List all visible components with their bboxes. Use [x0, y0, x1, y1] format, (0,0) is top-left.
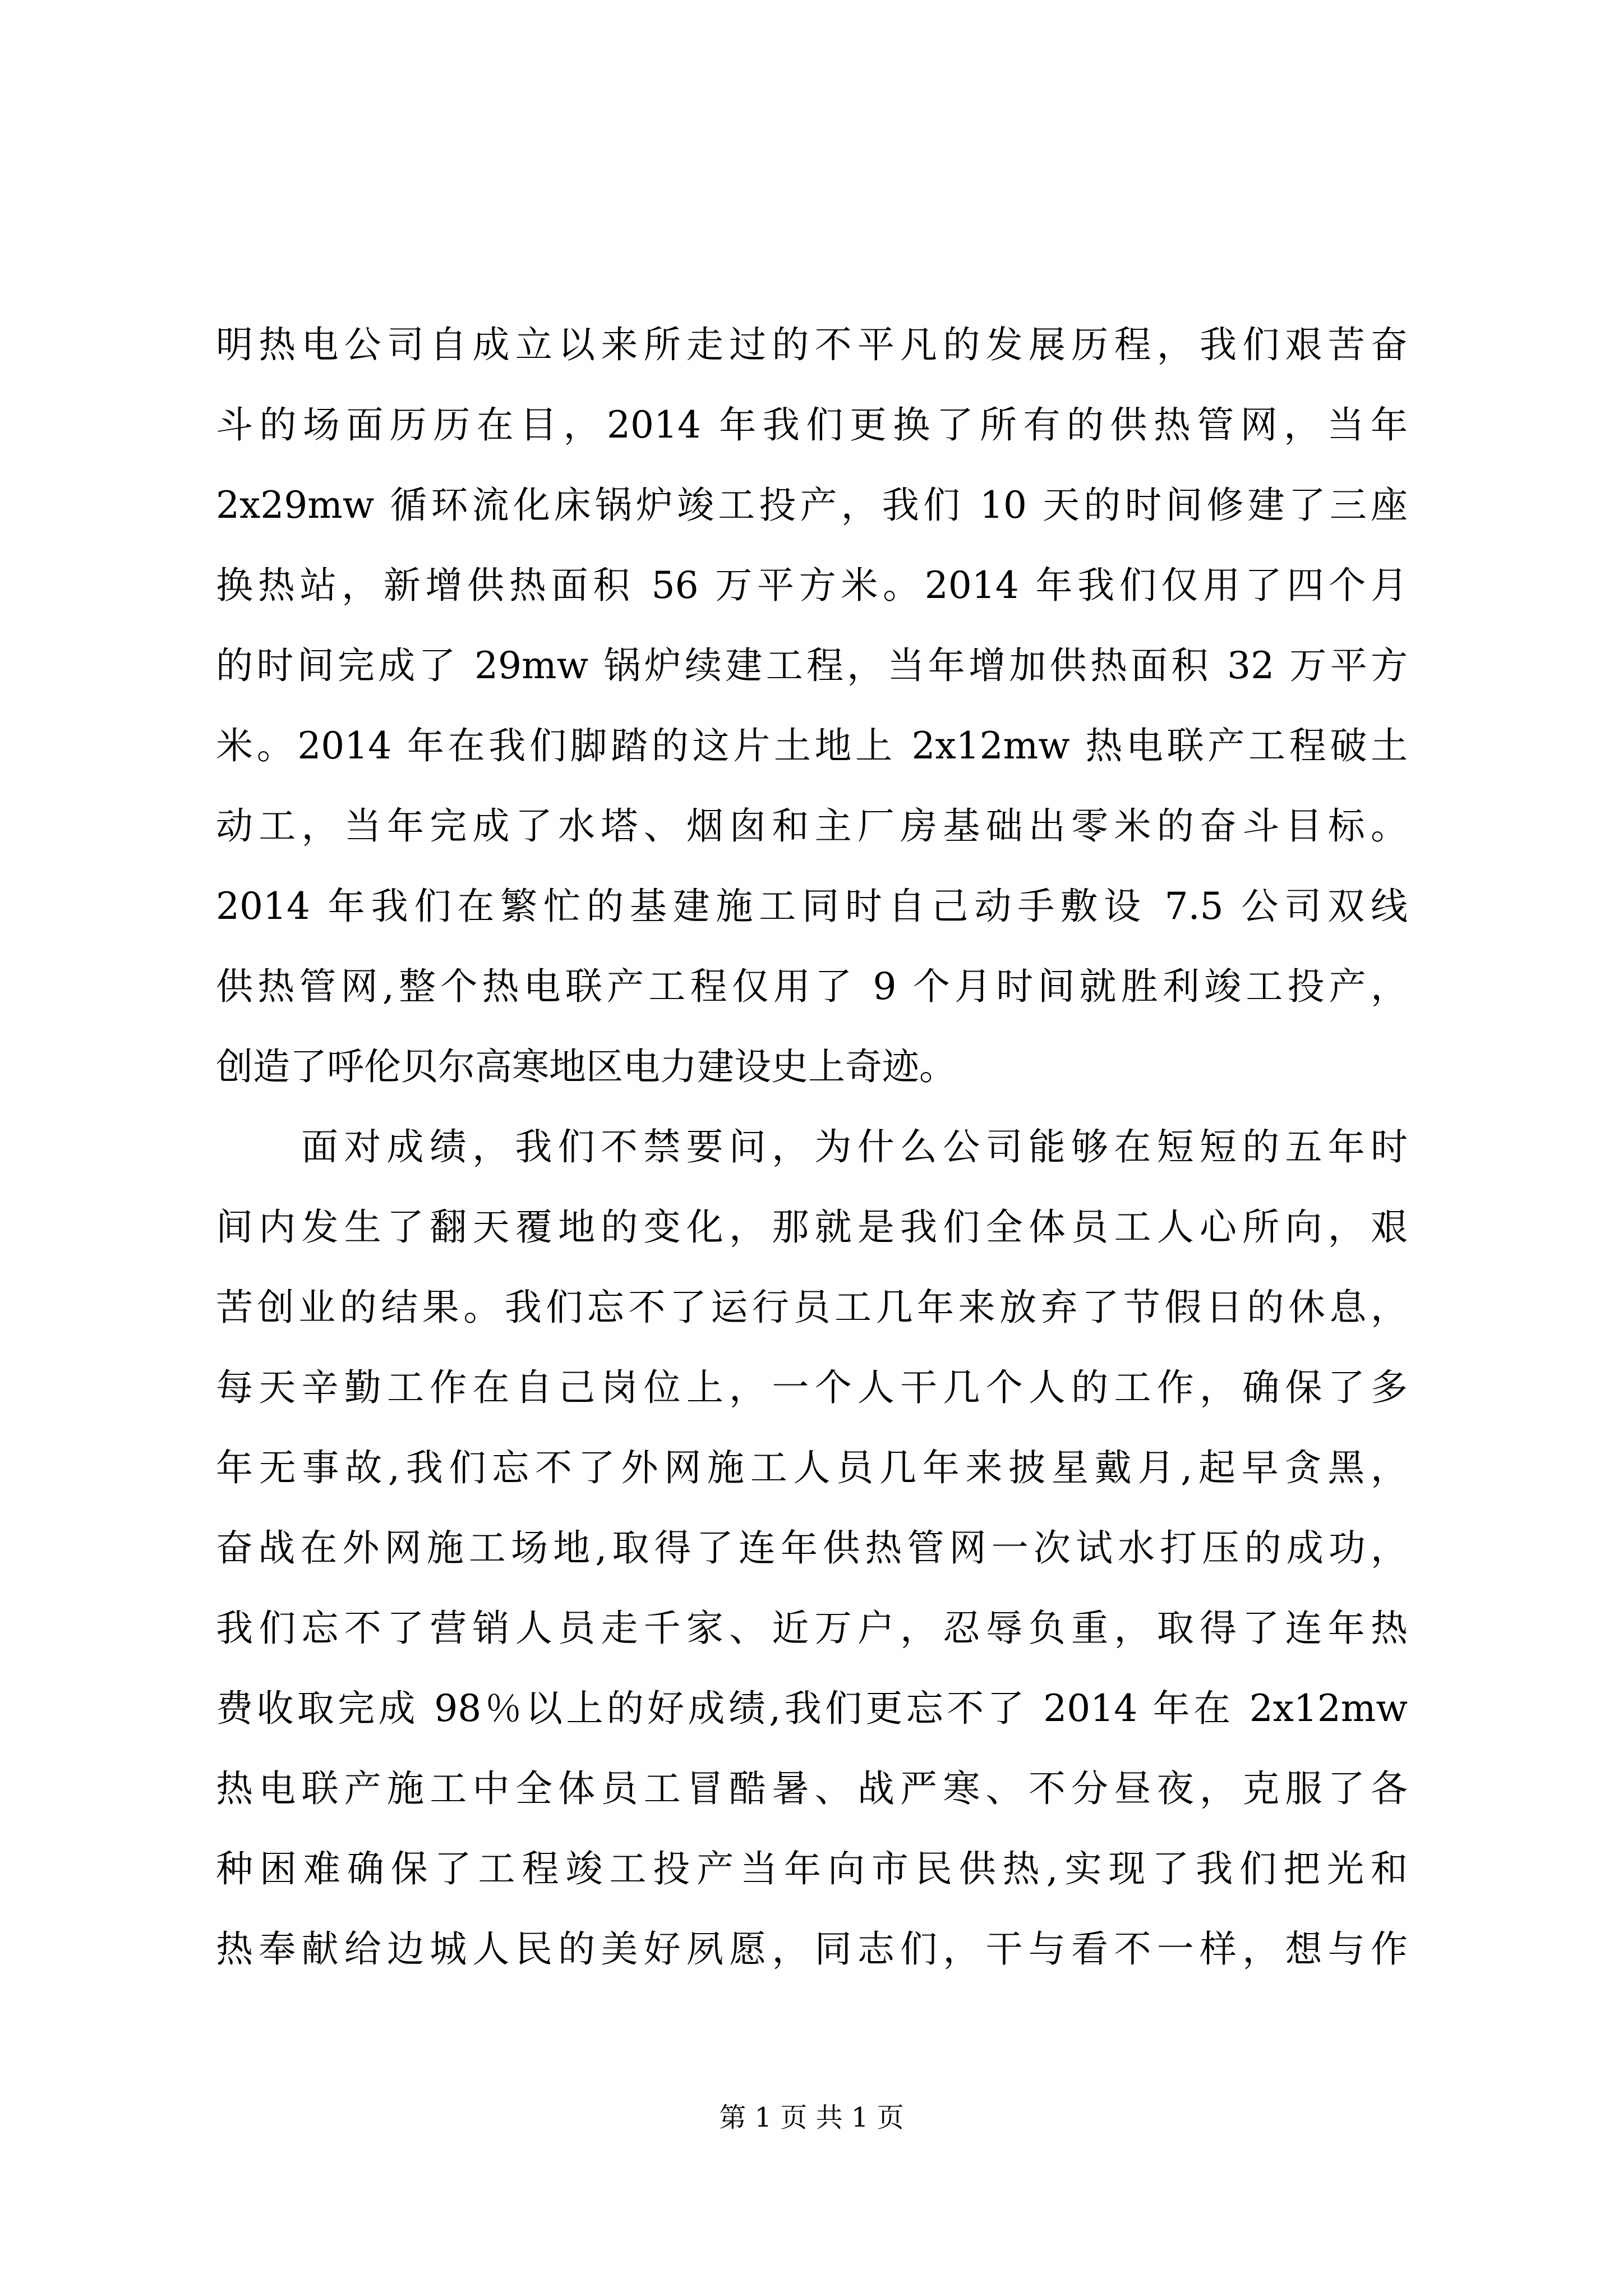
text-line: 明热电公司自成立以来所走过的不平凡的发展历程，我们艰苦奋: [216, 323, 1408, 366]
text-line: 每天辛勤工作在自己岗位上，一个人干几个人的工作，确保了多: [216, 1366, 1408, 1409]
text-line: 动工，当年完成了水塔、烟囱和主厂房基础出零米的奋斗目标。: [216, 804, 1408, 848]
text-line: 种困难确保了工程竣工投产当年向市民供热,实现了我们把光和: [216, 1847, 1408, 1890]
text-line: 供热管网,整个热电联产工程仅用了 9 个月时间就胜利竣工投产，: [216, 965, 1408, 1008]
text-line: 年无事故,我们忘不了外网施工人员几年来披星戴月,起早贪黑，: [216, 1446, 1408, 1489]
text-line: 面对成绩，我们不禁要问，为什么公司能够在短短的五年时: [301, 1125, 1408, 1168]
text-line: 我们忘不了营销人员走千家、近万户，忍辱负重，取得了连年热: [216, 1607, 1408, 1650]
text-line: 2x29mw 循环流化床锅炉竣工投产，我们 10 天的时间修建了三座: [216, 484, 1408, 527]
text-line: 米。2014 年在我们脚踏的这片土地上 2x12mw 热电联产工程破土: [216, 724, 1408, 767]
text-line: 热奉献给边城人民的美好夙愿，同志们，干与看不一样，想与作: [216, 1927, 1408, 1971]
text-line: 的时间完成了 29mw 锅炉续建工程，当年增加供热面积 32 万平方: [216, 644, 1408, 687]
text-line: 奋战在外网施工场地,取得了连年供热管网一次试水打压的成功，: [216, 1526, 1408, 1570]
text-line: 热电联产施工中全体员工冒酷暑、战严寒、不分昼夜，克服了各: [216, 1767, 1408, 1810]
text-line: 2014 年我们在繁忙的基建施工同时自己动手敷设 7.5 公司双线: [216, 885, 1408, 928]
text-line: 斗的场面历历在目，2014 年我们更换了所有的供热管网，当年: [216, 403, 1408, 447]
text-line: 间内发生了翻天覆地的变化，那就是我们全体员工人心所向，艰: [216, 1205, 1408, 1249]
text-line: 苦创业的结果。我们忘不了运行员工几年来放弃了节假日的休息，: [216, 1286, 1408, 1329]
text-line: 换热站，新增供热面积 56 万平方米。2014 年我们仅用了四个月: [216, 564, 1408, 607]
text-line: 创造了呼伦贝尔高寒地区电力建设史上奇迹。: [216, 1045, 956, 1088]
page-footer: 第 1 页 共 1 页: [719, 2102, 904, 2133]
text-line: 费收取完成 98％以上的好成绩,我们更忘不了 2014 年在 2x12mw: [216, 1687, 1408, 1730]
